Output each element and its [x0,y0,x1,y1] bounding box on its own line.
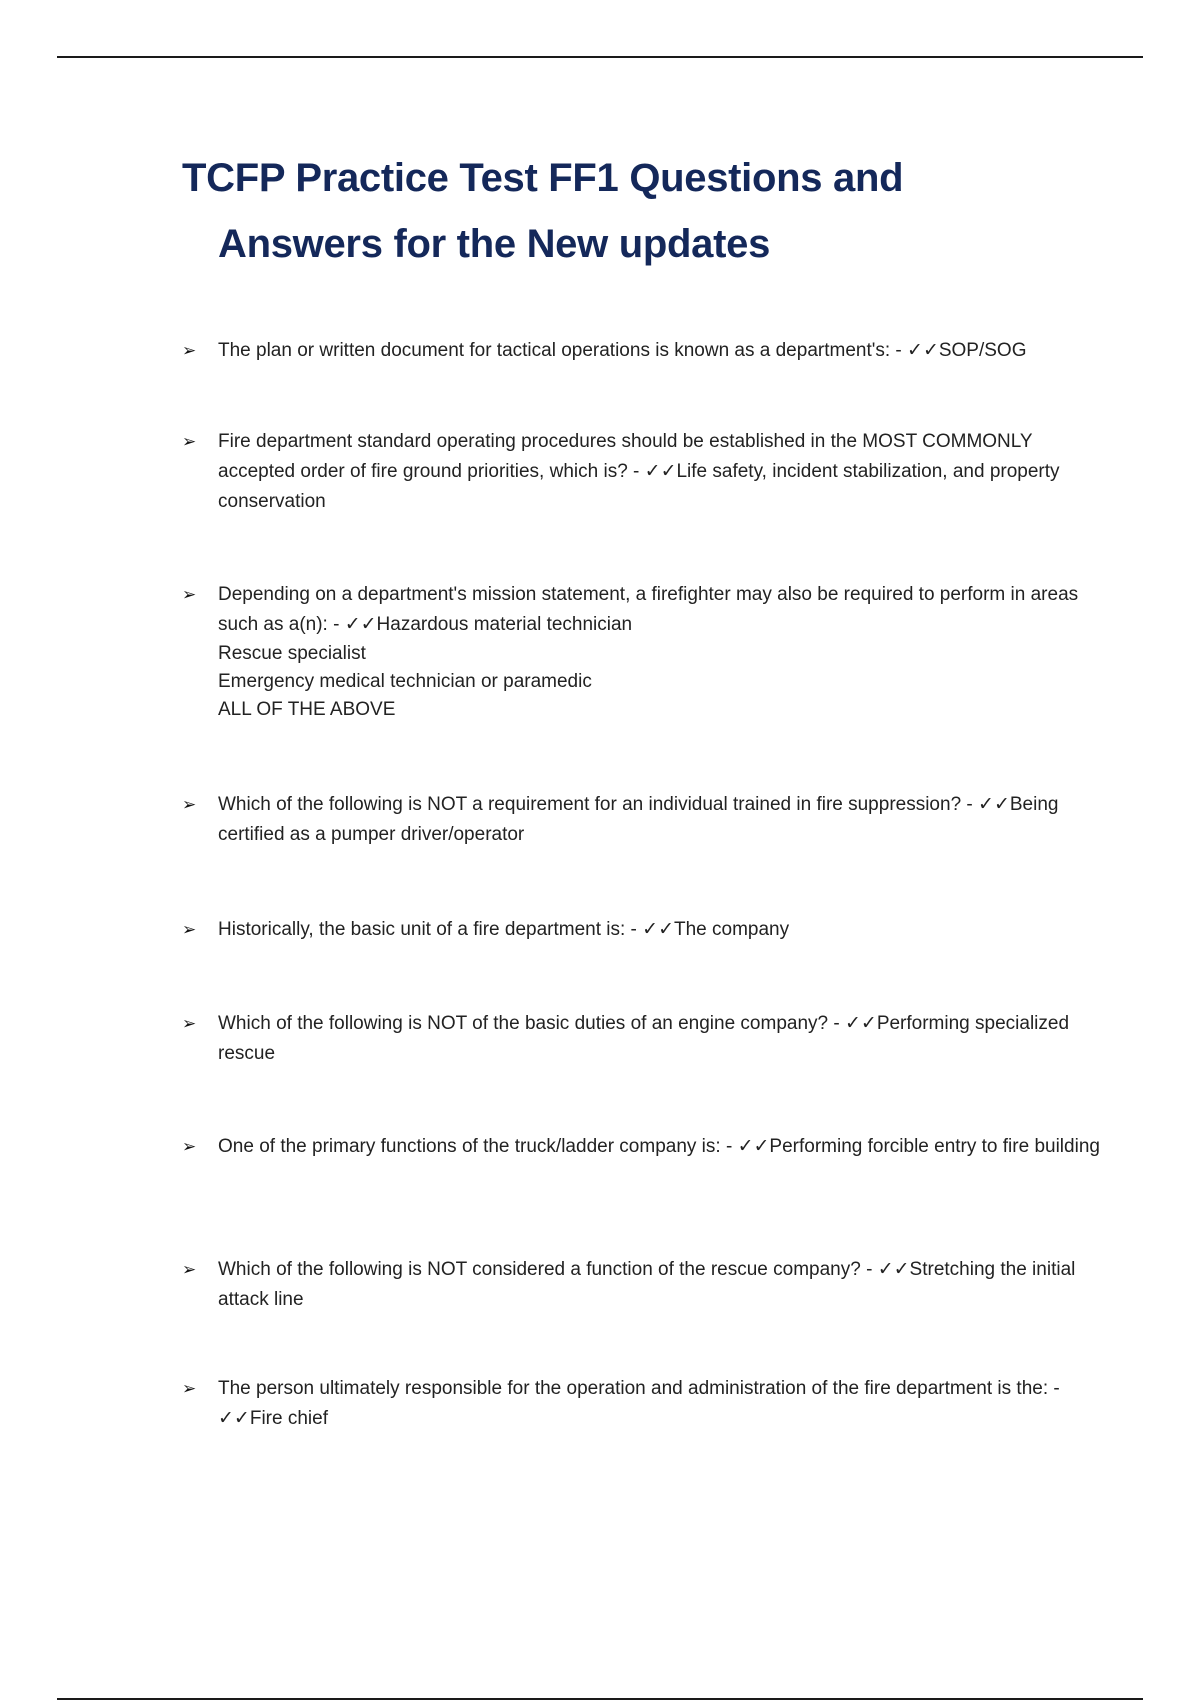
question-answer-text: Which of the following is NOT a requirement for an individual trained in fire suppression? - ✓✓Being certified as a pumper driver/operator [218,794,1059,845]
title-line-2: Answers for the New updates [218,222,771,266]
question-text: Depending on a department's mission statement, a firefighter may also be required to perform in areas such as a(n): - ✓✓Hazardous material technician [218,584,1079,635]
arrow-bullet-icon: ➢ [182,920,197,939]
question-answer-text: Which of the following is NOT of the basic duties of an engine company? - ✓✓Performing specialized rescue [218,1013,1070,1064]
answer-option: ALL OF THE ABOVE [218,699,396,720]
arrow-bullet-icon: ➢ [182,1014,197,1033]
arrow-bullet-icon: ➢ [182,1260,197,1279]
question-answer-text: The plan or written document for tactical operations is known as a department's: - ✓✓SOP/SOG [218,340,1027,361]
arrow-bullet-icon: ➢ [182,1379,197,1398]
document-title [182,145,903,277]
arrow-bullet-icon: ➢ [182,341,197,360]
top-rule [57,56,1143,58]
question-answer-text: One of the primary functions of the truck/ladder company is: - ✓✓Performing forcible entry to fire building [218,1136,1100,1157]
list-item [182,336,1102,366]
arrow-bullet-icon: ➢ [182,585,197,604]
title-line-1: TCFP Practice Test FF1 Questions and [182,156,904,200]
list-item [182,1255,1102,1315]
question-answer-text: Historically, the basic unit of a fire department is: - ✓✓The company [218,919,790,940]
answer-option: Emergency medical technician or paramedic [218,671,592,692]
list-item [182,915,1102,945]
arrow-bullet-icon: ➢ [182,795,197,814]
answer-option: Rescue specialist [218,643,366,664]
question-answer-text: Which of the following is NOT considered a function of the rescue company? - ✓✓Stretching the initial attack line [218,1259,1076,1310]
list-item [182,1132,1102,1162]
list-item [182,1374,1102,1434]
question-answer-text: Fire department standard operating procedures should be established in the MOST COMMONLY accepted order of fire ground priorities, which is? - ✓✓Life safety, incident stabilization, and property conservation [218,431,1060,512]
arrow-bullet-icon: ➢ [182,432,197,451]
list-item [182,790,1102,850]
question-answer-text [218,580,1102,724]
list-item [182,580,1102,724]
arrow-bullet-icon: ➢ [182,1137,197,1156]
question-answer-text: The person ultimately responsible for the operation and administration of the fire department is the: - ✓✓Fire chief [218,1378,1060,1429]
list-item [182,427,1102,517]
list-item [182,1009,1102,1069]
